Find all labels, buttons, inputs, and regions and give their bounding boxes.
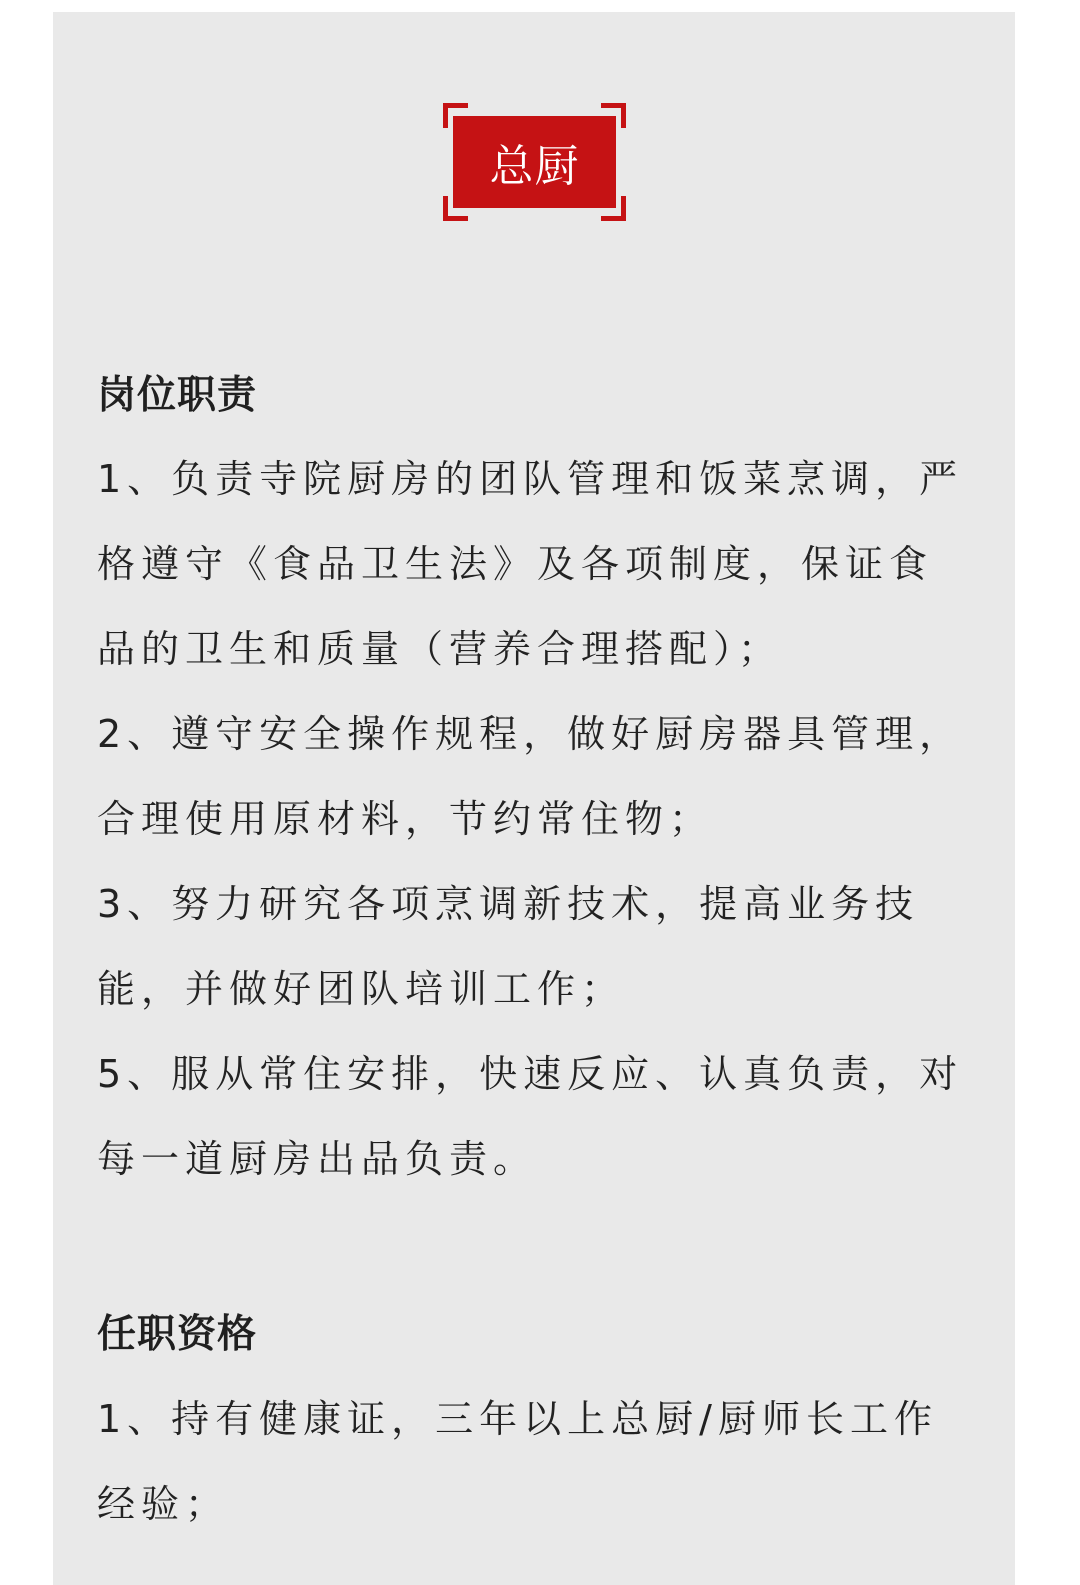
section-title-duties: 岗位职责 [97, 373, 258, 418]
job-title-box [453, 116, 616, 208]
duty-item: 5、服从常住安排，快速反应、认真负责，对每一道厨房出品负责。 [97, 1052, 964, 1181]
job-title-badge [443, 103, 626, 221]
duty-item: 2、遵守安全操作规程，做好厨房器具管理，合理使用原材料，节约常住物； [97, 712, 964, 841]
job-title-text: 总厨 [489, 141, 580, 192]
duty-item: 1、负责寺院厨房的团队管理和饭菜烹调，严格遵守《食品卫生法》及各项制度，保证食品的卫生和质量（营养合理搭配）； [97, 457, 964, 671]
qualification-item: 1、持有健康证，三年以上总厨/厨师长工作经验； [97, 1397, 938, 1526]
qualifications-list [97, 1377, 973, 1547]
section-title-qualifications: 任职资格 [97, 1312, 258, 1357]
duties-list [97, 437, 973, 1202]
duty-item: 3、努力研究各项烹调新技术，提高业务技能，并做好团队培训工作； [97, 882, 920, 1011]
